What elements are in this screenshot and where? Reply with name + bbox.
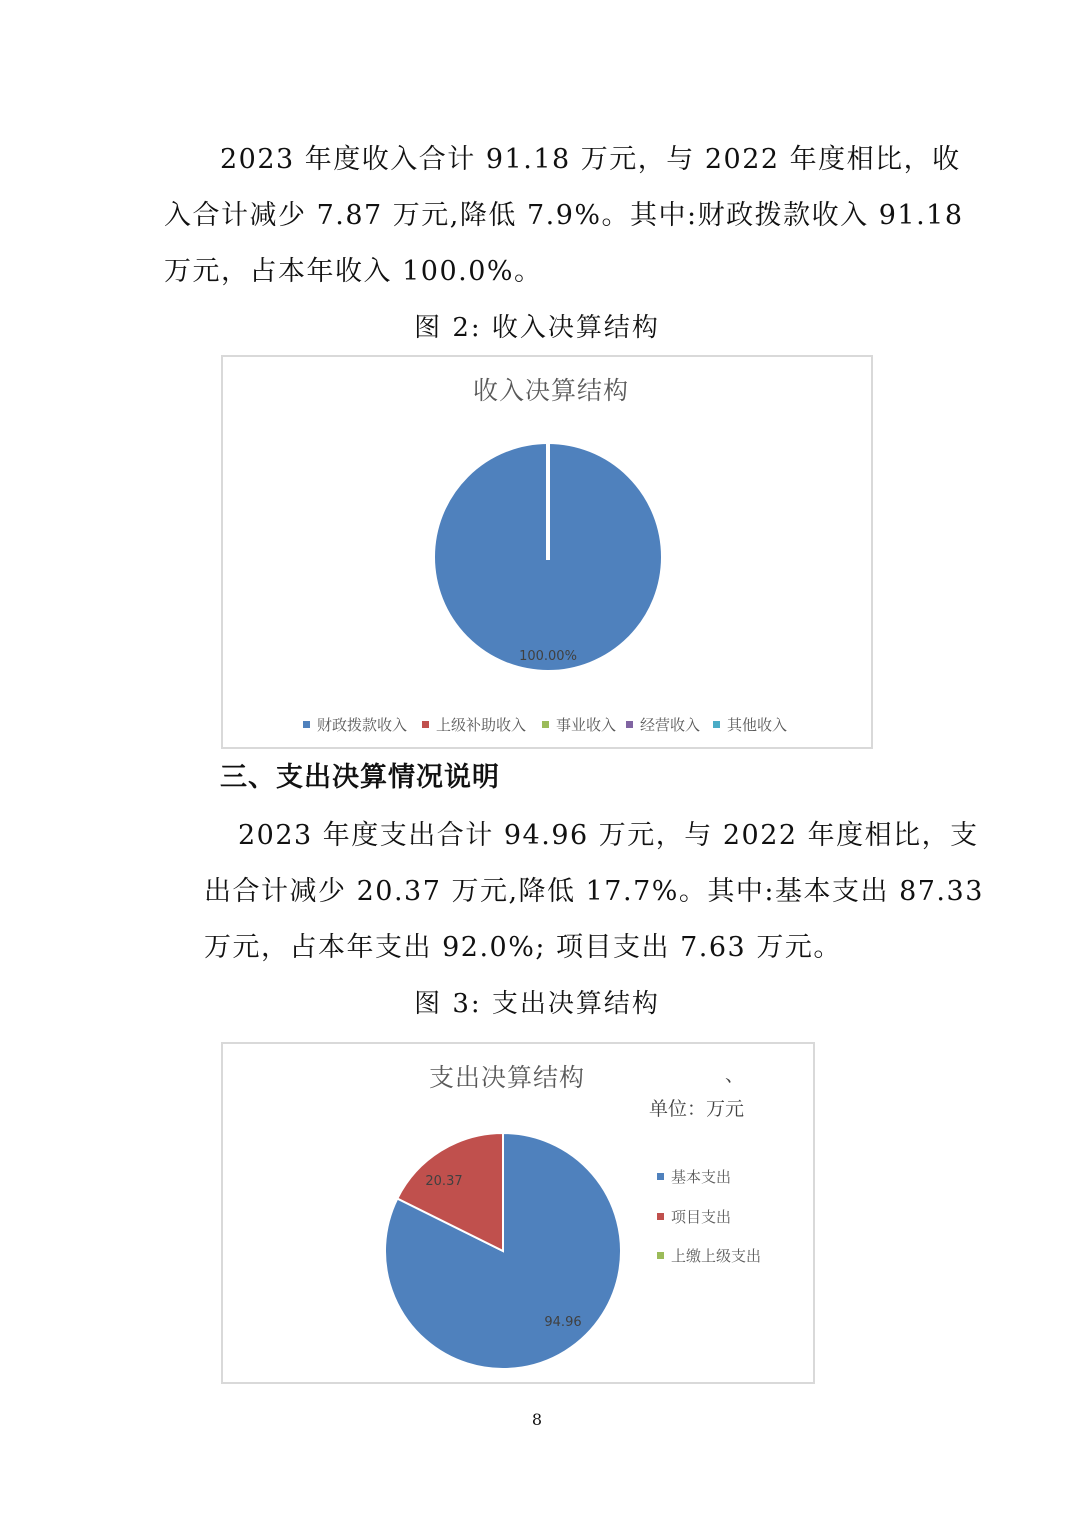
expense-paragraph-line-1: 2023 年度支出合计 94.96 万元，与 2022 年度相比，支 [238,820,979,851]
stray-mark: 、 [725,1064,745,1086]
income-legend-swatch-3 [626,721,633,728]
expense-chart-title: 支出决算结构 [429,1063,586,1092]
income-legend-label-2: 事业收入 [556,716,617,734]
income-data-label-0: 100.00% [519,649,577,664]
income-legend-item-4 [713,714,787,735]
unit-label: 单位：万元 [649,1098,745,1120]
expense-legend-swatch-2 [657,1252,664,1259]
expense-legend-item-1 [657,1206,731,1227]
expense-legend-swatch-0 [657,1173,664,1180]
expense-legend-label-1: 项目支出 [671,1208,732,1226]
expense-chart [221,1042,815,1384]
section-3-heading: 三、支出决算情况说明 [220,762,500,793]
expense-data-label-0: 94.96 [544,1315,582,1330]
page-number: 8 [531,1410,543,1429]
income-legend-item-3 [626,714,700,735]
income-legend-label-4: 其他收入 [727,716,788,734]
expense-legend-label-0: 基本支出 [671,1168,732,1186]
income-legend-label-0: 财政拨款收入 [317,716,408,734]
expense-paragraph-line-2: 出合计减少 20.37 万元,降低 17.7%。其中:基本支出 87.33 [204,876,984,907]
income-legend-swatch-0 [303,721,310,728]
income-pie [223,357,873,749]
figure-2-caption: 图 2: 收入决算结构 [414,313,660,343]
income-legend-swatch-2 [542,721,549,728]
expense-legend-swatch-1 [657,1213,664,1220]
income-legend-item-2 [542,714,616,735]
income-paragraph-line-3: 万元，占本年收入 100.0%。 [164,256,543,287]
income-legend-label-3: 经营收入 [640,716,701,734]
income-chart [221,355,873,749]
expense-legend-item-0 [657,1166,731,1187]
expense-data-label-1: 20.37 [425,1174,463,1189]
income-paragraph-line-2: 入合计减少 7.87 万元,降低 7.9%。其中:财政拨款收入 91.18 [164,200,964,231]
expense-legend-item-2 [657,1245,761,1266]
income-legend-swatch-4 [713,721,720,728]
income-legend-label-1: 上级补助收入 [436,716,527,734]
expense-paragraph-line-3: 万元，占本年支出 92.0%; 项目支出 7.63 万元。 [204,932,842,963]
income-legend-swatch-1 [422,721,429,728]
income-paragraph-line-1: 2023 年度收入合计 91.18 万元，与 2022 年度相比，收 [220,144,961,175]
expense-legend-label-2: 上缴上级支出 [671,1247,762,1265]
income-legend-item-0 [303,714,407,735]
income-legend-item-1 [422,714,526,735]
figure-3-caption: 图 3: 支出决算结构 [414,989,660,1019]
income-chart-title: 收入决算结构 [473,376,630,405]
